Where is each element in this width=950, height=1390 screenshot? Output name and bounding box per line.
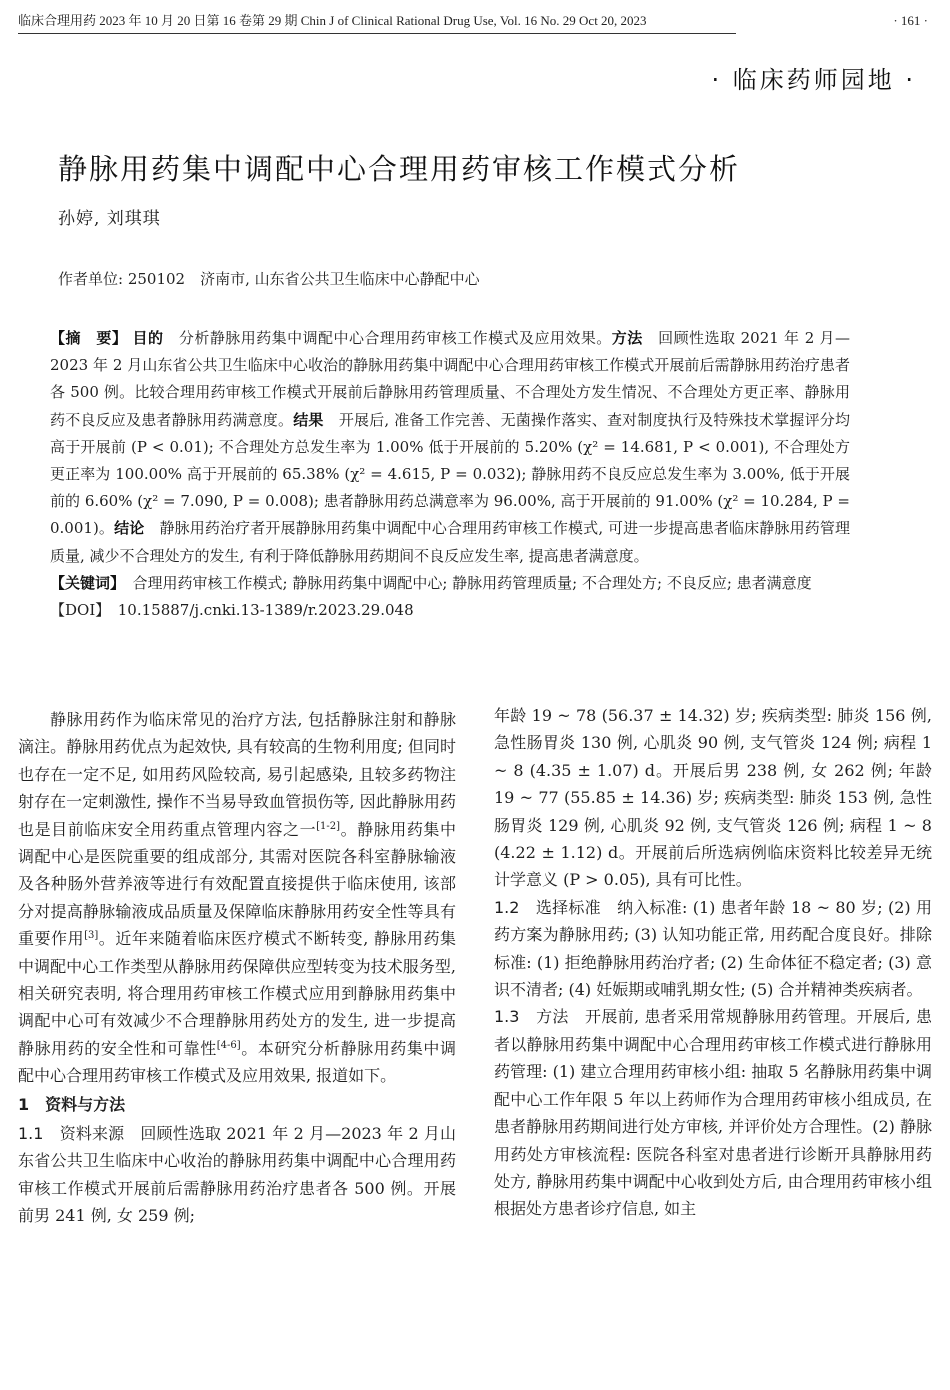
- objective-text: 分析静脉用药集中调配中心合理用药审核工作模式及应用效果。: [178, 329, 612, 347]
- subsection-label: 1.1 资料来源: [18, 1123, 125, 1143]
- method-text: 回顾性选取 2021 年 2 月—2023 年 2 月山东省公共卫生临床中心收治的静脉用药集中调配中心合理用药审核工作模式开展前后需静脉用药治疗患者各 500 例。比较合理用药审核工作模式开展前后静脉用药管理质量、不合理处方发生情况、不合理处方更正率、静脉用药不良反应及患者静脉用药满意度。: [50, 329, 850, 429]
- conclusion-text: 静脉用药治疗者开展静脉用药集中调配中心合理用药审核工作模式, 可进一步提高患者临床静脉用药管理质量, 减少不合理处方的发生, 有利于降低静脉用药期间不良反应发生率, 提高患者满意度。: [50, 519, 850, 565]
- citation-ref: [4-6]: [216, 1039, 241, 1051]
- subsection-label: 1.2 选择标准: [494, 897, 601, 917]
- subsection-1-1: [18, 1120, 456, 1230]
- article-title: 静脉用药集中调配中心合理用药审核工作模式分析: [58, 152, 741, 187]
- abstract-block: [18, 325, 850, 624]
- doi-text: 10.15887/j.cnki.13-1389/r.2023.29.048: [117, 601, 414, 620]
- authors: 孙婷, 刘琪琪: [58, 209, 161, 229]
- intro-paragraph: [18, 706, 456, 1090]
- result-label: 结果: [293, 410, 324, 429]
- doi-label: 【DOI】: [50, 601, 103, 620]
- citation-ref: [1-2]: [316, 820, 341, 832]
- abstract-label: 【摘 要】: [50, 329, 128, 347]
- result-text: 开展后, 准备工作完善、无菌操作落实、查对制度执行及特殊技术掌握评分均高于开展前 (P < 0.01); 不合理处方总发生率为 1.00% 低于开展前的 5.20% (χ² = 14.681, P < 0.001), 不合理处方更正率为 100.00% 高于开展前的 65.38% (χ² = 4.615, P = 0.032); 静脉用药不良反应总发生率为 3.00%, 低于开展前的 6.60% (χ² = 7.090, P = 0.008); 患者静脉用药总满意率为 96.00%, 高于开展前的 91.00% (χ² = 10.284, P = 0.001)。: [50, 410, 850, 538]
- section-heading: 1 资料与方法: [18, 1094, 126, 1114]
- subsection-label: 1.3 方法: [494, 1007, 569, 1027]
- keywords: [18, 570, 850, 597]
- intro-text-c: 。近年来随着临床医疗模式不断转变, 静脉用药集中调配中心工作类型从静脉用药保障供应型转变为技术服务型, 相关研究表明, 将合理用药审核工作模式应用到静脉用药集中调配中心可有效减少不合理静脉用药处方的发生, 进一步提高静脉用药的安全性和可靠性: [18, 929, 456, 1058]
- continued-paragraph: 年龄 19 ~ 78 (56.37 ± 14.32) 岁; 疾病类型: 肺炎 156 例, 急性肠胃炎 130 例, 心肌炎 90 例, 支气管炎 124 例; 病程 1 ~ 8 (4.35 ± 1.07) d。开展后男 238 例, 女 262 例; 年龄 19 ~ 77 (55.85 ± 14.36) 岁; 疾病类型: 肺炎 153 例, 急性肠胃炎 129 例, 心肌炎 92 例, 支气管炎 126 例; 病程 1 ~ 8 (4.22 ± 1.12) d。开展前后所选病例临床资料比较差异无统计学意义 (P > 0.05), 具有可比性。: [494, 706, 932, 890]
- citation-ref: [3]: [84, 930, 99, 942]
- subsection-text: 回顾性选取 2021 年 2 月—2023 年 2 月山东省公共卫生临床中心收治的静脉用药集中调配中心合理用药审核工作模式开展前后需静脉用药治疗患者各 500 例。开展前男 241 例, 女 259 例;: [18, 1123, 456, 1225]
- subsection-1-3: [494, 1003, 932, 1222]
- intro-text-a: 静脉用药作为临床常见的治疗方法, 包括静脉注射和静脉滴注。静脉用药优点为起效快, 具有较高的生物利用度; 但同时也存在一定不足, 如用药风险较高, 易引起感染, 且较多药物注射存在一定刺激性, 操作不当易导致血管损伤等, 因此静脉用药也是目前临床安全用药重点管理内容之一: [18, 710, 456, 839]
- header-rule: [18, 33, 736, 34]
- right-column: [494, 702, 932, 1223]
- left-column: [18, 706, 456, 1229]
- subsection-text: 纳入标准: (1) 患者年龄 18 ~ 80 岁; (2) 用药方案为静脉用药; (3) 认知功能正常, 用药配合度良好。排除标准: (1) 拒绝静脉用药治疗者; (2) 生命体征不稳定者; (3) 意识不清者; (4) 妊娠期或哺乳期女性; (5) 合并精神类疾病者。: [494, 897, 932, 1000]
- doi: [18, 597, 850, 624]
- keywords-text: 合理用药审核工作模式; 静脉用药集中调配中心; 静脉用药管理质量; 不合理处方; 不良反应; 患者满意度: [132, 573, 812, 592]
- abstract: [18, 325, 850, 570]
- affiliation: 作者单位: 250102 济南市, 山东省公共卫生临床中心静配中心: [58, 270, 480, 288]
- keywords-label: 【关键词】: [50, 573, 118, 592]
- subsection-text: 开展前, 患者采用常规静脉用药管理。开展后, 患者以静脉用药集中调配中心合理用药审核工作模式进行静脉用药管理: (1) 建立合理用药审核小组: 抽取 5 名静脉用药集中调配中心工作年限 5 年以上药师作为合理用药审核小组成员, 在患者静脉用药期间进行处方审核, 并评价处方合理性。(2) 静脉用药处方审核流程: 医院各科室对患者进行诊断开具静脉用药处方, 静脉用药集中调配中心收到处方后, 由合理用药审核小组根据处方患者诊疗信息, 如主: [494, 1007, 932, 1219]
- conclusion-label: 结论: [114, 519, 145, 538]
- objective-label: 目的: [132, 329, 164, 347]
- column-name: · 临床药师园地 ·: [711, 66, 916, 94]
- intro-text-d: 。本研究分析静脉用药集中调配中心合理用药审核工作模式及应用效果, 报道如下。: [18, 1038, 456, 1086]
- page-number: · 161 ·: [893, 13, 928, 28]
- journal-citation: 临床合理用药 2023 年 10 月 20 日第 16 卷第 29 期 Chin J of Clinical Rational Drug Use, Vol. 16 No. 29 Oct 20, 2023: [18, 13, 647, 28]
- method-label: 方法: [611, 329, 643, 347]
- intro-text-b: 。静脉用药集中调配中心是医院重要的组成部分, 其需对医院各科室静脉输液及各种肠外营养液等进行有效配置直接提供于临床使用, 该部分对提高静脉输液成品质量及保障临床静脉用药安全性等具有重要作用: [18, 819, 456, 949]
- subsection-1-2: [494, 894, 932, 1004]
